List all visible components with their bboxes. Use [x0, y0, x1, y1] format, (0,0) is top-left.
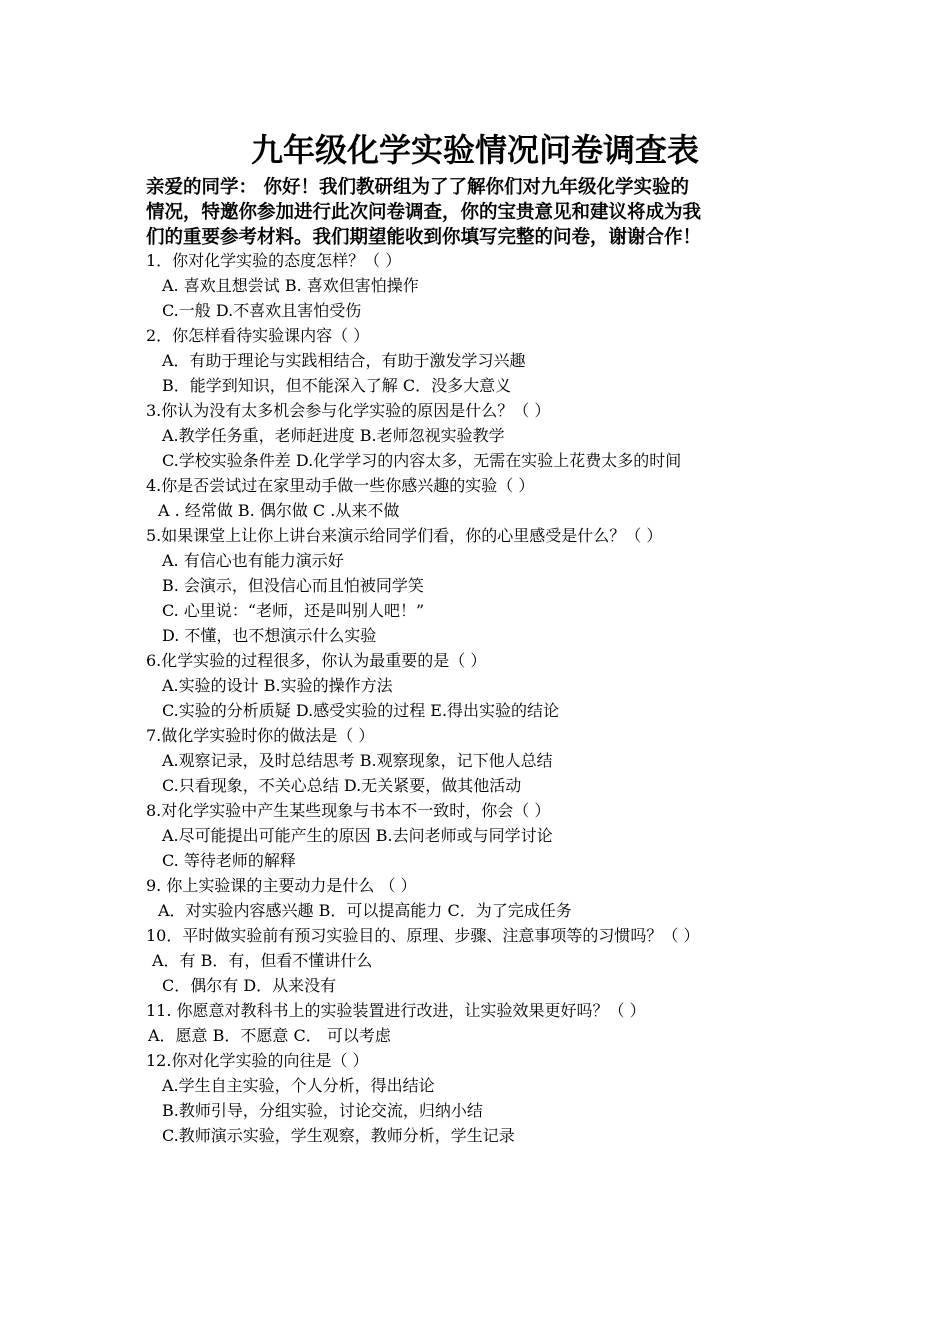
q11-options: A．愿意 B．不愿意 C． 可以考虑 — [148, 1026, 391, 1045]
q12-option-c: C.教师演示实验，学生观察，教师分析，学生记录 — [162, 1126, 515, 1145]
doc-title: 九年级化学实验情况问卷调查表 — [250, 131, 699, 169]
question-4: 4.你是否尝试过在家里动手做一些你感兴趣的实验（ ） — [146, 476, 535, 495]
q1-options-cd: C.一般 D.不喜欢且害怕受伤 — [162, 301, 362, 320]
q12-option-b: B.教师引导，分组实验，讨论交流，归纳小结 — [162, 1101, 483, 1120]
question-10: 10．平时做实验前有预习实验目的、原理、步骤、注意事项等的习惯吗？（ ） — [146, 926, 700, 945]
question-11: 11. 你愿意对教科书上的实验装置进行改进，让实验效果更好吗？（ ） — [146, 1001, 646, 1020]
question-12: 12.你对化学实验的向往是（ ） — [146, 1051, 369, 1070]
question-8: 8.对化学实验中产生某些现象与书本不一致时，你会（ ） — [146, 801, 551, 820]
q5-option-b: B. 会演示，但没信心而且怕被同学笑 — [162, 576, 424, 595]
intro-paragraph — [146, 175, 816, 250]
q5-option-c: C. 心里说：“老师，还是叫别人吧！” — [162, 601, 425, 620]
question-3: 3.你认为没有太多机会参与化学实验的原因是什么？（ ） — [146, 401, 551, 420]
q7-options-ab: A.观察记录，及时总结思考 B.观察现象，记下他人总结 — [162, 751, 553, 770]
q6-options-ab: A.实验的设计 B.实验的操作方法 — [162, 676, 393, 695]
question-1: 1．你对化学实验的态度怎样？（ ） — [146, 251, 402, 270]
q1-options-ab: A. 喜欢且想尝试 B. 喜欢但害怕操作 — [162, 276, 419, 295]
q10-options-ab: A．有 B．有，但看不懂讲什么 — [152, 951, 373, 970]
question-5: 5.如果课堂上让你上讲台来演示给同学们看，你的心里感受是什么？（ ） — [146, 526, 663, 545]
question-2: 2．你怎样看待实验课内容（ ） — [146, 326, 370, 345]
q5-option-a: A. 有信心也有能力演示好 — [162, 551, 344, 570]
q8-options-ab: A.尽可能提出可能产生的原因 B.去问老师或与同学讨论 — [162, 826, 553, 845]
q3-options-ab: A.教学任务重，老师赶进度 B.老师忽视实验教学 — [162, 426, 505, 445]
q8-option-c: C. 等待老师的解释 — [162, 851, 296, 870]
q2-option-a: A．有助于理论与实践相结合，有助于激发学习兴趣 — [162, 351, 526, 370]
q12-option-a: A.学生自主实验，个人分析，得出结论 — [162, 1076, 435, 1095]
intro-line: 亲爱的同学： 你好！我们教研组为了了解你们对九年级化学实验的 — [146, 177, 689, 198]
question-6: 6.化学实验的过程很多，你认为最重要的是（ ） — [146, 651, 487, 670]
q7-options-cd: C.只看现象，不关心总结 D.无关紧要，做其他活动 — [162, 776, 522, 795]
intro-line: 们的重要参考材料。我们期望能收到你填写完整的问卷，谢谢合作！ — [146, 227, 702, 248]
q4-options: A . 经常做 B. 偶尔做 C .从来不做 — [158, 501, 400, 520]
q2-options-bc: B．能学到知识，但不能深入了解 C．没多大意义 — [162, 376, 512, 395]
q6-options-cde: C.实验的分析质疑 D.感受实验的过程 E.得出实验的结论 — [162, 701, 560, 720]
intro-line: 情况，特邀你参加进行此次问卷调查，你的宝贵意见和建议将成为我 — [146, 202, 702, 223]
q9-options: A．对实验内容感兴趣 B．可以提高能力 C．为了完成任务 — [158, 901, 572, 920]
question-7: 7.做化学实验时你的做法是（ ） — [146, 726, 375, 745]
q10-options-cd: C．偶尔有 D．从来没有 — [162, 976, 337, 995]
q3-options-cd: C.学校实验条件差 D.化学学习的内容太多，无需在实验上花费太多的时间 — [162, 451, 682, 470]
question-9: 9. 你上实验课的主要动力是什么 （ ） — [146, 876, 417, 895]
q5-option-d: D. 不懂，也不想演示什么实验 — [162, 626, 377, 645]
